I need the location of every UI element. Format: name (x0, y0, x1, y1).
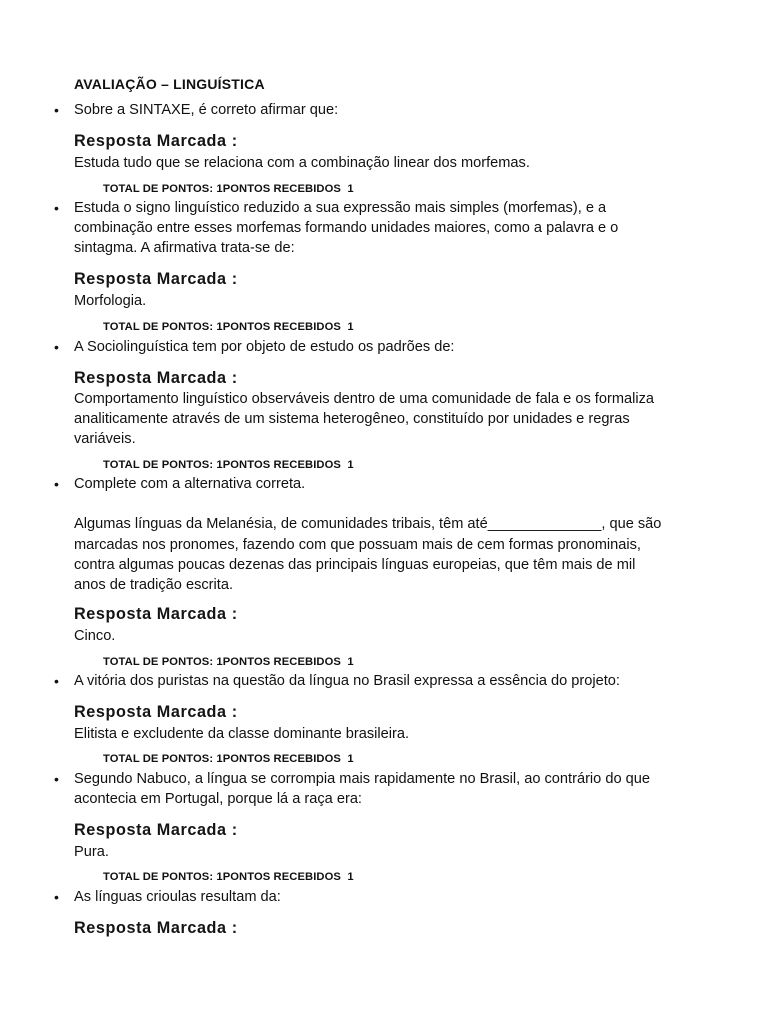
question-text: combinação entre esses morfemas formando unidades maiores, como a palavra e o (74, 220, 619, 237)
question-item (54, 474, 734, 595)
bullet-icon: • (54, 200, 59, 216)
score-line: TOTAL DE PONTOS: 1PONTOS RECEBIDOS 1 (103, 321, 354, 333)
answer-text (74, 842, 734, 862)
answer-text (74, 389, 734, 450)
question-text: Algumas línguas da Melanésia, de comunidades tribais, têm até______________, que são (74, 516, 662, 533)
question-item (54, 887, 734, 907)
score-line: TOTAL DE PONTOS: 1PONTOS RECEBIDOS 1 (103, 459, 354, 471)
answer-label: Resposta Marcada : (74, 703, 238, 721)
answer-line: Comportamento linguístico observáveis dentro de uma comunidade de fala e os formaliza (74, 391, 655, 407)
question-text: Segundo Nabuco, a língua se corrompia mais rapidamente no Brasil, ao contrário do que (74, 771, 650, 787)
question-text: A vitória dos puristas na questão da língua no Brasil expressa a essência do projeto: (74, 673, 620, 689)
bullet-icon: • (54, 102, 59, 118)
question-text: As línguas crioulas resultam da: (74, 889, 281, 905)
score-line: TOTAL DE PONTOS: 1PONTOS RECEBIDOS 1 (103, 753, 354, 765)
document-title: AVALIAÇÃO – LINGUÍSTICA (74, 76, 265, 92)
score-line: TOTAL DE PONTOS: 1PONTOS RECEBIDOS 1 (103, 871, 354, 883)
question-item (54, 769, 734, 809)
answer-label: Resposta Marcada : (74, 919, 238, 937)
question-item (54, 100, 734, 120)
question-text: Estuda o signo linguístico reduzido a sua expressão mais simples (morfemas), e a (74, 200, 607, 216)
answer-line: variáveis. (74, 431, 136, 448)
answer-label: Resposta Marcada : (74, 821, 238, 839)
question-text: marcadas nos pronomes, fazendo com que possuam mais de cem formas pronominais, (74, 536, 641, 553)
question-text: A Sociolinguística tem por objeto de estudo os padrões de: (74, 339, 455, 355)
bullet-icon: • (54, 673, 59, 689)
question-spacer (74, 494, 734, 514)
answer-label: Resposta Marcada : (74, 132, 238, 150)
question-text: sintagma. A afirmativa trata-se de: (74, 240, 295, 257)
answer-text (74, 291, 734, 311)
answer-text (74, 724, 734, 744)
question-text: anos de tradição escrita. (74, 577, 233, 593)
question-text: Sobre a SINTAXE, é correto afirmar que: (74, 102, 339, 118)
score-line: TOTAL DE PONTOS: 1PONTOS RECEBIDOS 1 (103, 183, 354, 195)
answer-line: analiticamente através de um sistema heterogêneo, constituído por unidades e regras (74, 411, 630, 428)
answer-label: Resposta Marcada : (74, 270, 238, 288)
bullet-icon: • (54, 339, 59, 355)
question-text: Complete com a alternativa correta. (74, 476, 306, 492)
answer-text (74, 626, 734, 646)
bullet-icon: • (54, 889, 59, 905)
question-text: contra algumas poucas dezenas das principais línguas europeias, que têm mais de mil (74, 556, 636, 573)
question-item (54, 671, 734, 691)
bullet-icon: • (54, 476, 59, 492)
answer-text (74, 153, 734, 173)
question-text: acontecia em Portugal, porque lá a raça era: (74, 791, 362, 808)
answer-line: Cinco. (74, 628, 116, 644)
bullet-icon: • (54, 771, 59, 787)
answer-label: Resposta Marcada : (74, 369, 238, 387)
answer-line: Pura. (74, 844, 109, 860)
answer-line: Elitista e excludente da classe dominante brasileira. (74, 726, 410, 742)
answer-line: Estuda tudo que se relaciona com a combinação linear dos morfemas. (74, 155, 530, 171)
answer-label: Resposta Marcada : (74, 605, 238, 623)
score-line: TOTAL DE PONTOS: 1PONTOS RECEBIDOS 1 (103, 656, 354, 668)
answer-line: Morfologia. (74, 293, 147, 309)
question-item (54, 198, 734, 259)
question-item (54, 337, 734, 357)
